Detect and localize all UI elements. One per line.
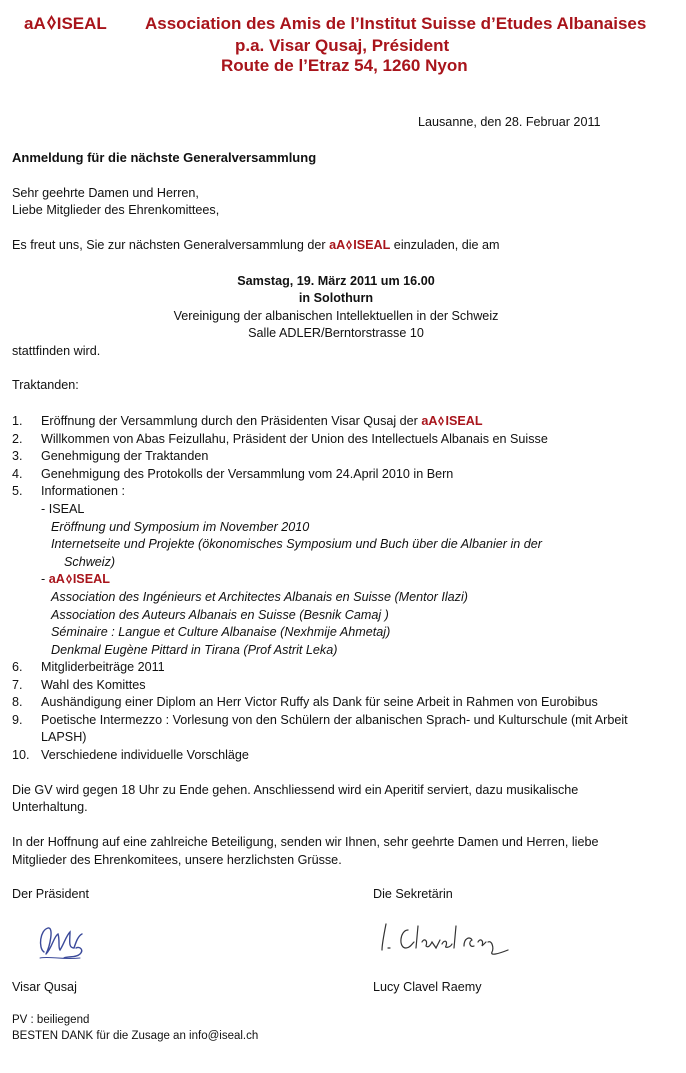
sub-item: Eröffnung und Symposium im November 2010 bbox=[51, 520, 310, 534]
org-president-line: p.a. Visar Qusaj, Président bbox=[235, 36, 450, 55]
sub-item: Internetseite und Projekte (ökonomisches Symposium und Buch über die Albanier in der bbox=[51, 537, 542, 551]
agenda-item-2: Willkommen von Abas Feizullahu, Präsident der Union des Intellectuels Albanais en Suisse bbox=[41, 432, 548, 446]
agenda-item-3: Genehmigung der Traktanden bbox=[41, 449, 209, 463]
sub-item: Association des Ingénieurs et Architectes Albanais en Suisse (Mentor Ilazi) bbox=[51, 590, 468, 604]
pv-line: PV : beiliegend bbox=[12, 1014, 90, 1026]
agenda-number: 4. bbox=[12, 467, 23, 481]
stattfinden-line: stattfinden wird. bbox=[12, 344, 101, 358]
thanks-line: BESTEN DANK für die Zusage an info@iseal.ch bbox=[12, 1030, 259, 1042]
sub-item: Denkmal Eugène Pittard in Tirana (Prof Astrit Leka) bbox=[51, 643, 338, 657]
agenda-number: 9. bbox=[12, 713, 23, 727]
secretary-signature-icon bbox=[378, 918, 518, 964]
logo-diamond-icon bbox=[47, 15, 56, 30]
agenda-number: 2. bbox=[12, 432, 23, 446]
invite-line: Es freut uns, Sie zur nächsten Generalversammlung der aA ISEAL einzuladen, die am bbox=[12, 238, 500, 252]
agenda-item-9: Poetische Intermezzo : Vorlesung von den Schülern der albanischen Sprach- und Kulturschule (mit Arbeit bbox=[41, 713, 628, 727]
agenda-number: 1. bbox=[12, 414, 23, 428]
event-city: in Solothurn bbox=[298, 291, 374, 305]
closing-2a: In der Hoffnung auf eine zahlreiche Beteiligung, senden wir Ihnen, sehr geehrte Damen und Herren, liebe bbox=[12, 835, 599, 849]
president-signature-icon bbox=[30, 918, 90, 964]
org-address: Route de l’Etraz 54, 1260 Nyon bbox=[221, 56, 468, 75]
event-venue: Vereinigung der albanischen Intellektuellen in der Schweiz bbox=[173, 309, 499, 323]
org-name: Association des Amis de l’Institut Suisse d’Etudes Albanaises bbox=[145, 14, 647, 33]
president-name: Visar Qusaj bbox=[12, 980, 77, 994]
president-label: Der Präsident bbox=[12, 887, 89, 901]
event-date: Samstag, 19. März 2011 um 16.00 bbox=[237, 274, 435, 288]
sub-item: Association des Auteurs Albanais en Suisse (Besnik Camaj ) bbox=[51, 608, 389, 622]
sub-item: Schweiz) bbox=[64, 555, 116, 569]
sub-item: Séminaire : Langue et Culture Albanaise (Nexhmije Ahmetaj) bbox=[51, 625, 391, 639]
agenda-number: 6. bbox=[12, 660, 23, 674]
sub-heading-aaiseal: - aA ISEAL bbox=[41, 572, 110, 586]
sub-heading-iseal: - ISEAL bbox=[41, 502, 85, 516]
secretary-label: Die Sekretärin bbox=[373, 887, 453, 901]
logo: aA ISEAL bbox=[24, 14, 107, 33]
inline-logo: aA ISEAL bbox=[48, 572, 110, 586]
closing-2b: Mitglieder des Ehrenkomitees, unsere herzlichsten Grüsse. bbox=[12, 853, 342, 867]
inline-logo: aA ISEAL bbox=[329, 238, 391, 252]
agenda-item-1: Eröffnung der Versammlung durch den Präsidenten Visar Qusaj der aA ISEAL bbox=[41, 414, 483, 428]
inline-logo: aA ISEAL bbox=[421, 414, 483, 428]
agenda-number: 5. bbox=[12, 484, 23, 498]
greeting-2: Liebe Mitglieder des Ehrenkomittees, bbox=[12, 203, 220, 217]
logo-diamond-icon bbox=[66, 574, 72, 584]
logo-diamond-icon bbox=[346, 240, 352, 250]
agenda-item-10: Verschiedene individuelle Vorschläge bbox=[41, 748, 249, 762]
subject: Anmeldung für die nächste Generalversammlung bbox=[12, 150, 317, 165]
agenda-number: 10. bbox=[12, 748, 30, 762]
agenda-number: 8. bbox=[12, 695, 23, 709]
closing-1a: Die GV wird gegen 18 Uhr zu Ende gehen. Anschliessend wird ein Aperitif serviert, dazu musikalische bbox=[12, 783, 579, 797]
agenda-number: 3. bbox=[12, 449, 23, 463]
date-line: Lausanne, den 28. Februar 2011 bbox=[418, 115, 601, 129]
agenda-item-9-cont: LAPSH) bbox=[41, 730, 87, 744]
agenda-item-7: Wahl des Komittes bbox=[41, 678, 146, 692]
logo-diamond-icon bbox=[438, 416, 444, 426]
greeting-1: Sehr geehrte Damen und Herren, bbox=[12, 186, 199, 200]
agenda-number: 7. bbox=[12, 678, 23, 692]
agenda-list bbox=[0, 413, 686, 763]
closing-1b: Unterhaltung. bbox=[12, 800, 88, 814]
agenda-title: Traktanden: bbox=[12, 378, 79, 392]
agenda-item-6: Mitgliderbeiträge 2011 bbox=[41, 660, 165, 674]
agenda-item-5: Informationen : bbox=[41, 484, 126, 498]
event-room: Salle ADLER/Berntorstrasse 10 bbox=[248, 326, 424, 340]
agenda-item-4: Genehmigung des Protokolls der Versammlung vom 24.April 2010 in Bern bbox=[41, 467, 454, 481]
secretary-name: Lucy Clavel Raemy bbox=[373, 980, 482, 994]
agenda-item-8: Aushändigung einer Diplom an Herr Victor Ruffy als Dank für seine Arbeit in Rahmen von Eurobibus bbox=[41, 695, 598, 709]
